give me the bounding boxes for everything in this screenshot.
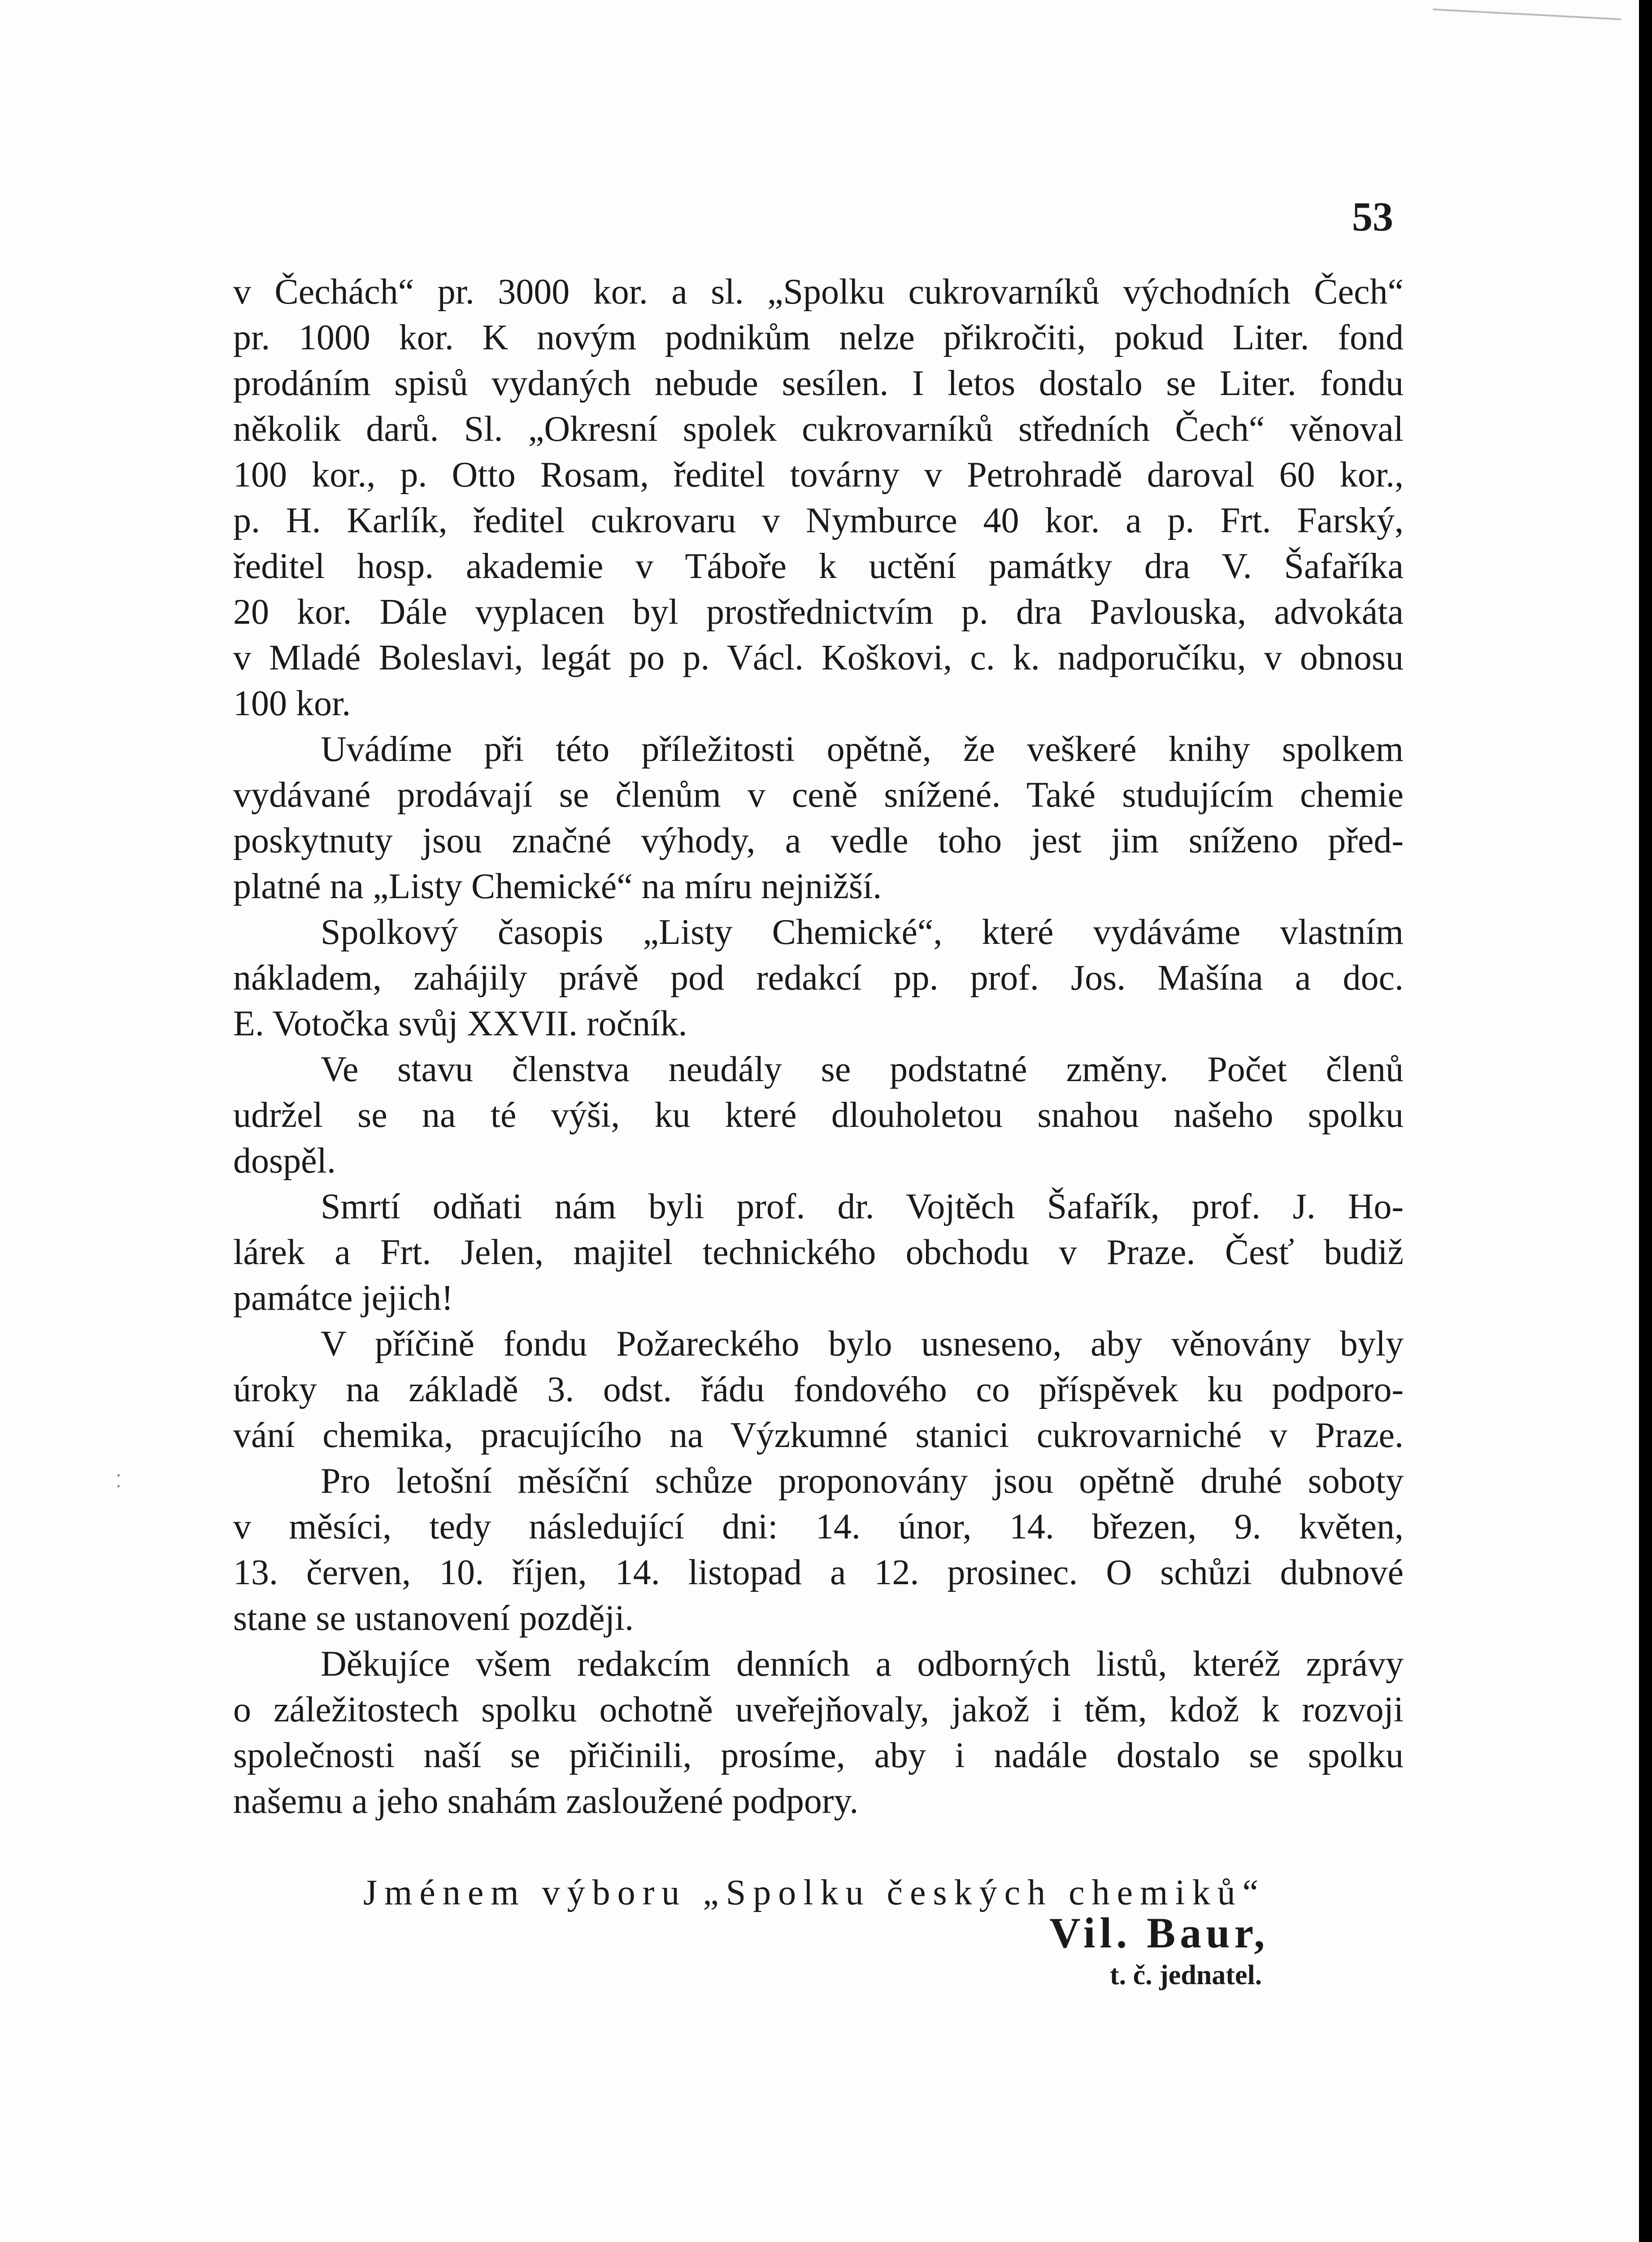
- text-line: pr. 1000 kor. K novým podnikům nelze přikročiti, pokud Liter. fond: [233, 318, 1404, 357]
- text-line: E. Votočka svůj XXVII. ročník.: [233, 1004, 687, 1043]
- text-line: platné na „Listy Chemické“ na míru nejnižší.: [233, 867, 882, 906]
- text-line: V příčině fondu Požareckého bylo usneseno, aby věnovány byly: [321, 1324, 1404, 1364]
- body-text: [233, 269, 1404, 1916]
- text-line: Smrtí odňati nám byli prof. dr. Vojtěch Šafařík, prof. J. Ho-: [321, 1187, 1404, 1226]
- text-line: poskytnuty jsou značné výhody, a vedle toho jest jim sníženo před-: [233, 821, 1404, 860]
- text-line: stane se ustanovení později.: [233, 1599, 634, 1638]
- text-line: Pro letošní měsíční schůze proponovány jsou opětně druhé soboty: [321, 1461, 1404, 1501]
- text-line: ředitel hosp. akademie v Táboře k uctění památky dra V. Šafaříka: [233, 547, 1404, 586]
- text-line: o záležitostech spolku ochotně uveřejňovaly, jakož i těm, kdož k rozvoji: [233, 1690, 1404, 1729]
- text-line: prodáním spisů vydaných nebude sesílen. I letos dostalo se Liter. fondu: [233, 364, 1404, 403]
- text-line: 13. červen, 10. říjen, 14. listopad a 12. prosinec. O schůzi dubnové: [233, 1553, 1404, 1592]
- text-line: společnosti naší se přičinili, prosíme, aby i nadále dostalo se spolku: [233, 1736, 1404, 1775]
- scan-edge-mark: [1433, 9, 1621, 25]
- text-line: 100 kor., p. Otto Rosam, ředitel továrny v Petrohradě daroval 60 kor.,: [233, 455, 1404, 495]
- text-line: památce jejich!: [233, 1278, 453, 1318]
- text-line: nákladem, zahájily právě pod redakcí pp. prof. Jos. Mašína a doc.: [233, 958, 1404, 998]
- signature-name: Vil. Baur,: [1049, 1909, 1269, 1957]
- page-number: 53: [1352, 194, 1393, 239]
- text-line: v měsíci, tedy následující dni: 14. únor, 14. březen, 9. květen,: [233, 1507, 1404, 1547]
- text-line: dospěl.: [233, 1141, 336, 1181]
- text-line: Ve stavu členstva neudály se podstatné změny. Počet členů: [321, 1050, 1404, 1089]
- text-line: 100 kor.: [233, 684, 351, 723]
- signature-title: t. č. jednatel.: [1110, 1960, 1262, 1990]
- text-line: udržel se na té výši, ku které dlouholetou snahou našeho spolku: [233, 1095, 1404, 1135]
- text-line: p. H. Karlík, ředitel cukrovaru v Nymburce 40 kor. a p. Frt. Farský,: [233, 501, 1404, 540]
- text-line: vydávané prodávají se členům v ceně snížené. Také studujícím chemie: [233, 775, 1404, 815]
- closing-line: Jménem výboru „Spolku českých chemiků“: [363, 1873, 1266, 1912]
- text-line: vání chemika, pracujícího na Výzkumné stanici cukrovarniché v Praze.: [233, 1416, 1404, 1455]
- text-line: Uvádíme při této příležitosti opětně, že veškeré knihy spolkem: [321, 730, 1404, 769]
- text-line: 20 kor. Dále vyplacen byl prostřednictvím p. dra Pavlouska, advokáta: [233, 592, 1404, 632]
- text-line: Děkujíce všem redakcím denních a odborných listů, kteréž zprávy: [321, 1644, 1404, 1684]
- text-line: v Mladé Boleslavi, legát po p. Václ. Koškovi, c. k. nadporučíku, v obnosu: [233, 638, 1404, 678]
- text-line: lárek a Frt. Jelen, majitel technického obchodu v Praze. Česť budiž: [233, 1233, 1404, 1272]
- text-line: několik darů. Sl. „Okresní spolek cukrovarníků středních Čech“ věnoval: [233, 409, 1404, 449]
- text-line: [233, 1824, 1404, 1870]
- text-line: úroky na základě 3. odst. řádu fondového co příspěvek ku podporo-: [233, 1370, 1404, 1409]
- text-line: Spolkový časopis „Listy Chemické“, které vydáváme vlastním: [321, 912, 1404, 952]
- text-line: našemu a jeho snahám zasloužené podpory.: [233, 1781, 859, 1821]
- text-line: v Čechách“ pr. 3000 kor. a sl. „Spolku cukrovarníků východních Čech“: [233, 272, 1404, 312]
- margin-dot: ⁚: [116, 1471, 122, 1491]
